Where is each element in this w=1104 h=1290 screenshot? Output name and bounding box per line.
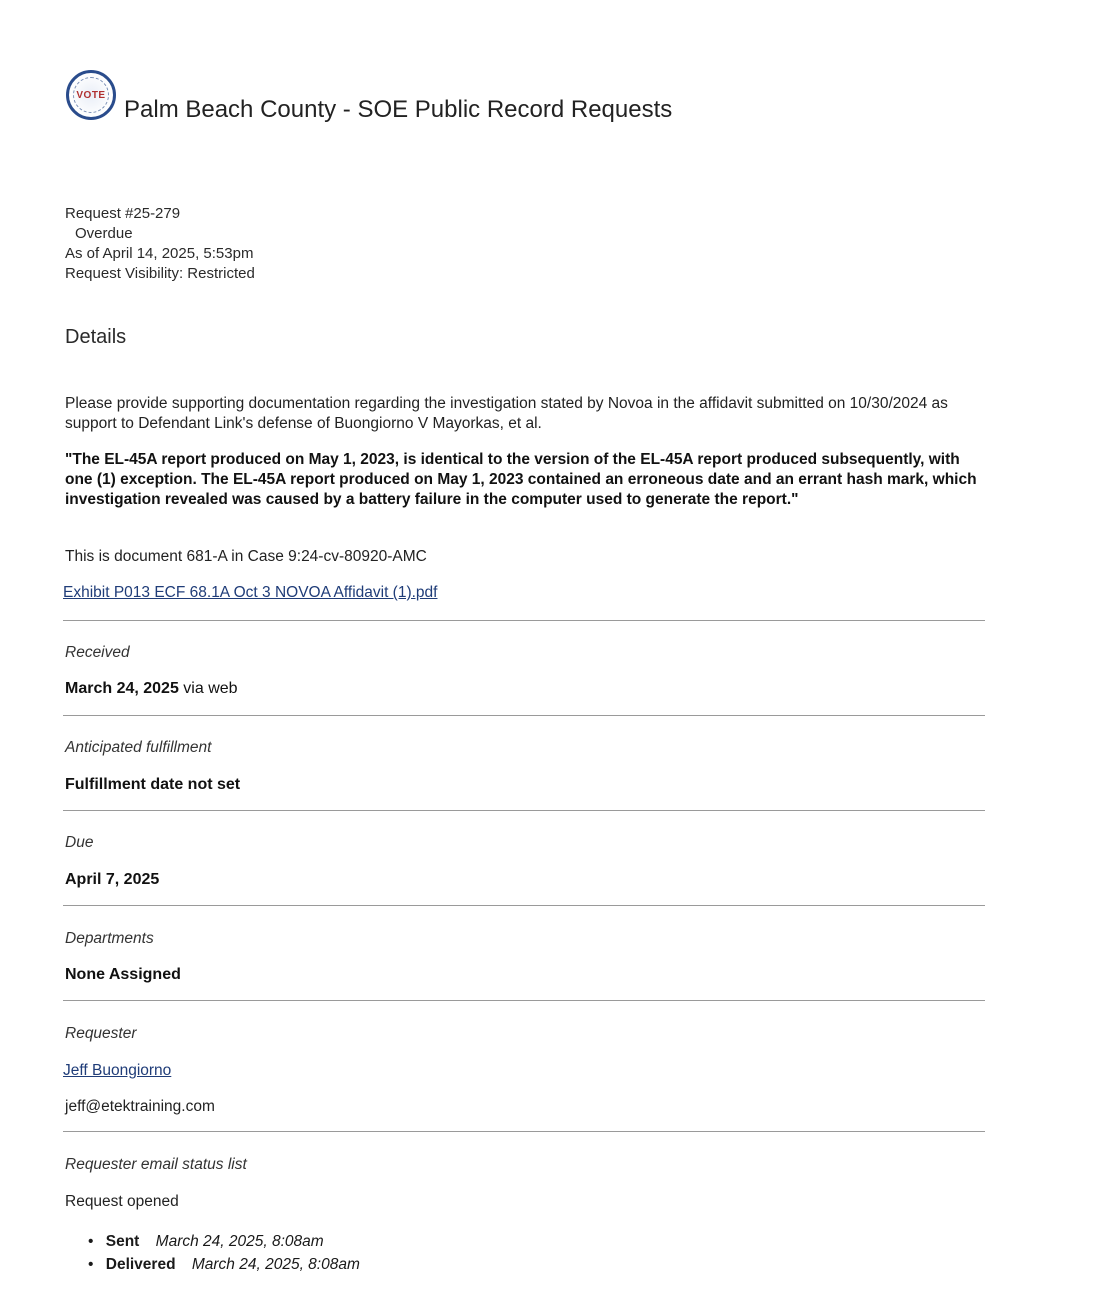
departments-label: Departments — [65, 930, 154, 947]
fulfillment-text: Fulfillment date not set — [65, 776, 241, 793]
received-label: Received — [65, 644, 130, 661]
details-heading: Details — [65, 326, 127, 348]
email-status-title: Request opened — [65, 1193, 179, 1210]
received-date: March 24, 2025 — [65, 680, 179, 697]
due-label: Due — [65, 834, 94, 851]
divider — [63, 715, 985, 716]
departments-text: None Assigned — [65, 966, 181, 983]
departments-value — [65, 966, 181, 984]
requester-email: jeff@etektraining.com — [65, 1098, 215, 1115]
request-visibility: Request Visibility: Restricted — [65, 265, 255, 282]
attachment-link[interactable]: Exhibit P013 ECF 68.1A Oct 3 NOVOA Affidavit (1).pdf — [63, 584, 438, 601]
request-description: Please provide supporting documentation regarding the investigation stated by Novoa in the affidavit submitted on 10/30/2024 as support to Defendant Link's defense of Buongiorno V Mayorkas, et al. — [65, 395, 948, 432]
divider — [63, 810, 985, 811]
page-header — [66, 70, 673, 123]
event-time: March 24, 2025, 8:08am — [191, 1256, 360, 1273]
case-note: This is document 681-A in Case 9:24-cv-80920-AMC — [65, 548, 427, 565]
request-number: Request #25-279 — [65, 205, 181, 222]
divider — [63, 1000, 985, 1001]
due-value — [65, 871, 159, 889]
divider — [63, 620, 985, 621]
received-value — [65, 680, 238, 698]
fulfillment-label: Anticipated fulfillment — [65, 739, 212, 756]
request-meta — [65, 204, 255, 284]
status-badge: Overdue — [75, 225, 133, 242]
as-of-timestamp: As of April 14, 2025, 5:53pm — [65, 245, 254, 262]
requester-name-link[interactable]: Jeff Buongiorno — [63, 1062, 172, 1079]
event-time: March 24, 2025, 8:08am — [155, 1233, 324, 1250]
event-name: Delivered — [105, 1256, 176, 1273]
divider — [63, 905, 985, 906]
list-item — [88, 1230, 360, 1253]
logo-text: VOTE — [76, 89, 106, 101]
fulfillment-value — [65, 776, 240, 794]
event-name: Sent — [105, 1233, 140, 1250]
request-quote: "The EL-45A report produced on May 1, 2023, is identical to the version of the EL-45A report produced subsequently, with one (1) exception. The EL-45A report produced on May 1, 2023 contained an erroneous date and an errant hash mark, which investigation revealed was caused by a battery failure in the computer used to generate the report." — [65, 451, 977, 508]
county-seal-logo — [66, 70, 116, 120]
site-title: Palm Beach County - SOE Public Record Requests — [124, 96, 673, 123]
email-status-label: Requester email status list — [65, 1156, 247, 1173]
requester-label: Requester — [65, 1025, 137, 1042]
due-date: April 7, 2025 — [65, 871, 160, 888]
list-item — [88, 1253, 360, 1276]
email-status-list — [88, 1230, 360, 1276]
received-via: via web — [178, 680, 238, 697]
divider — [63, 1131, 985, 1132]
